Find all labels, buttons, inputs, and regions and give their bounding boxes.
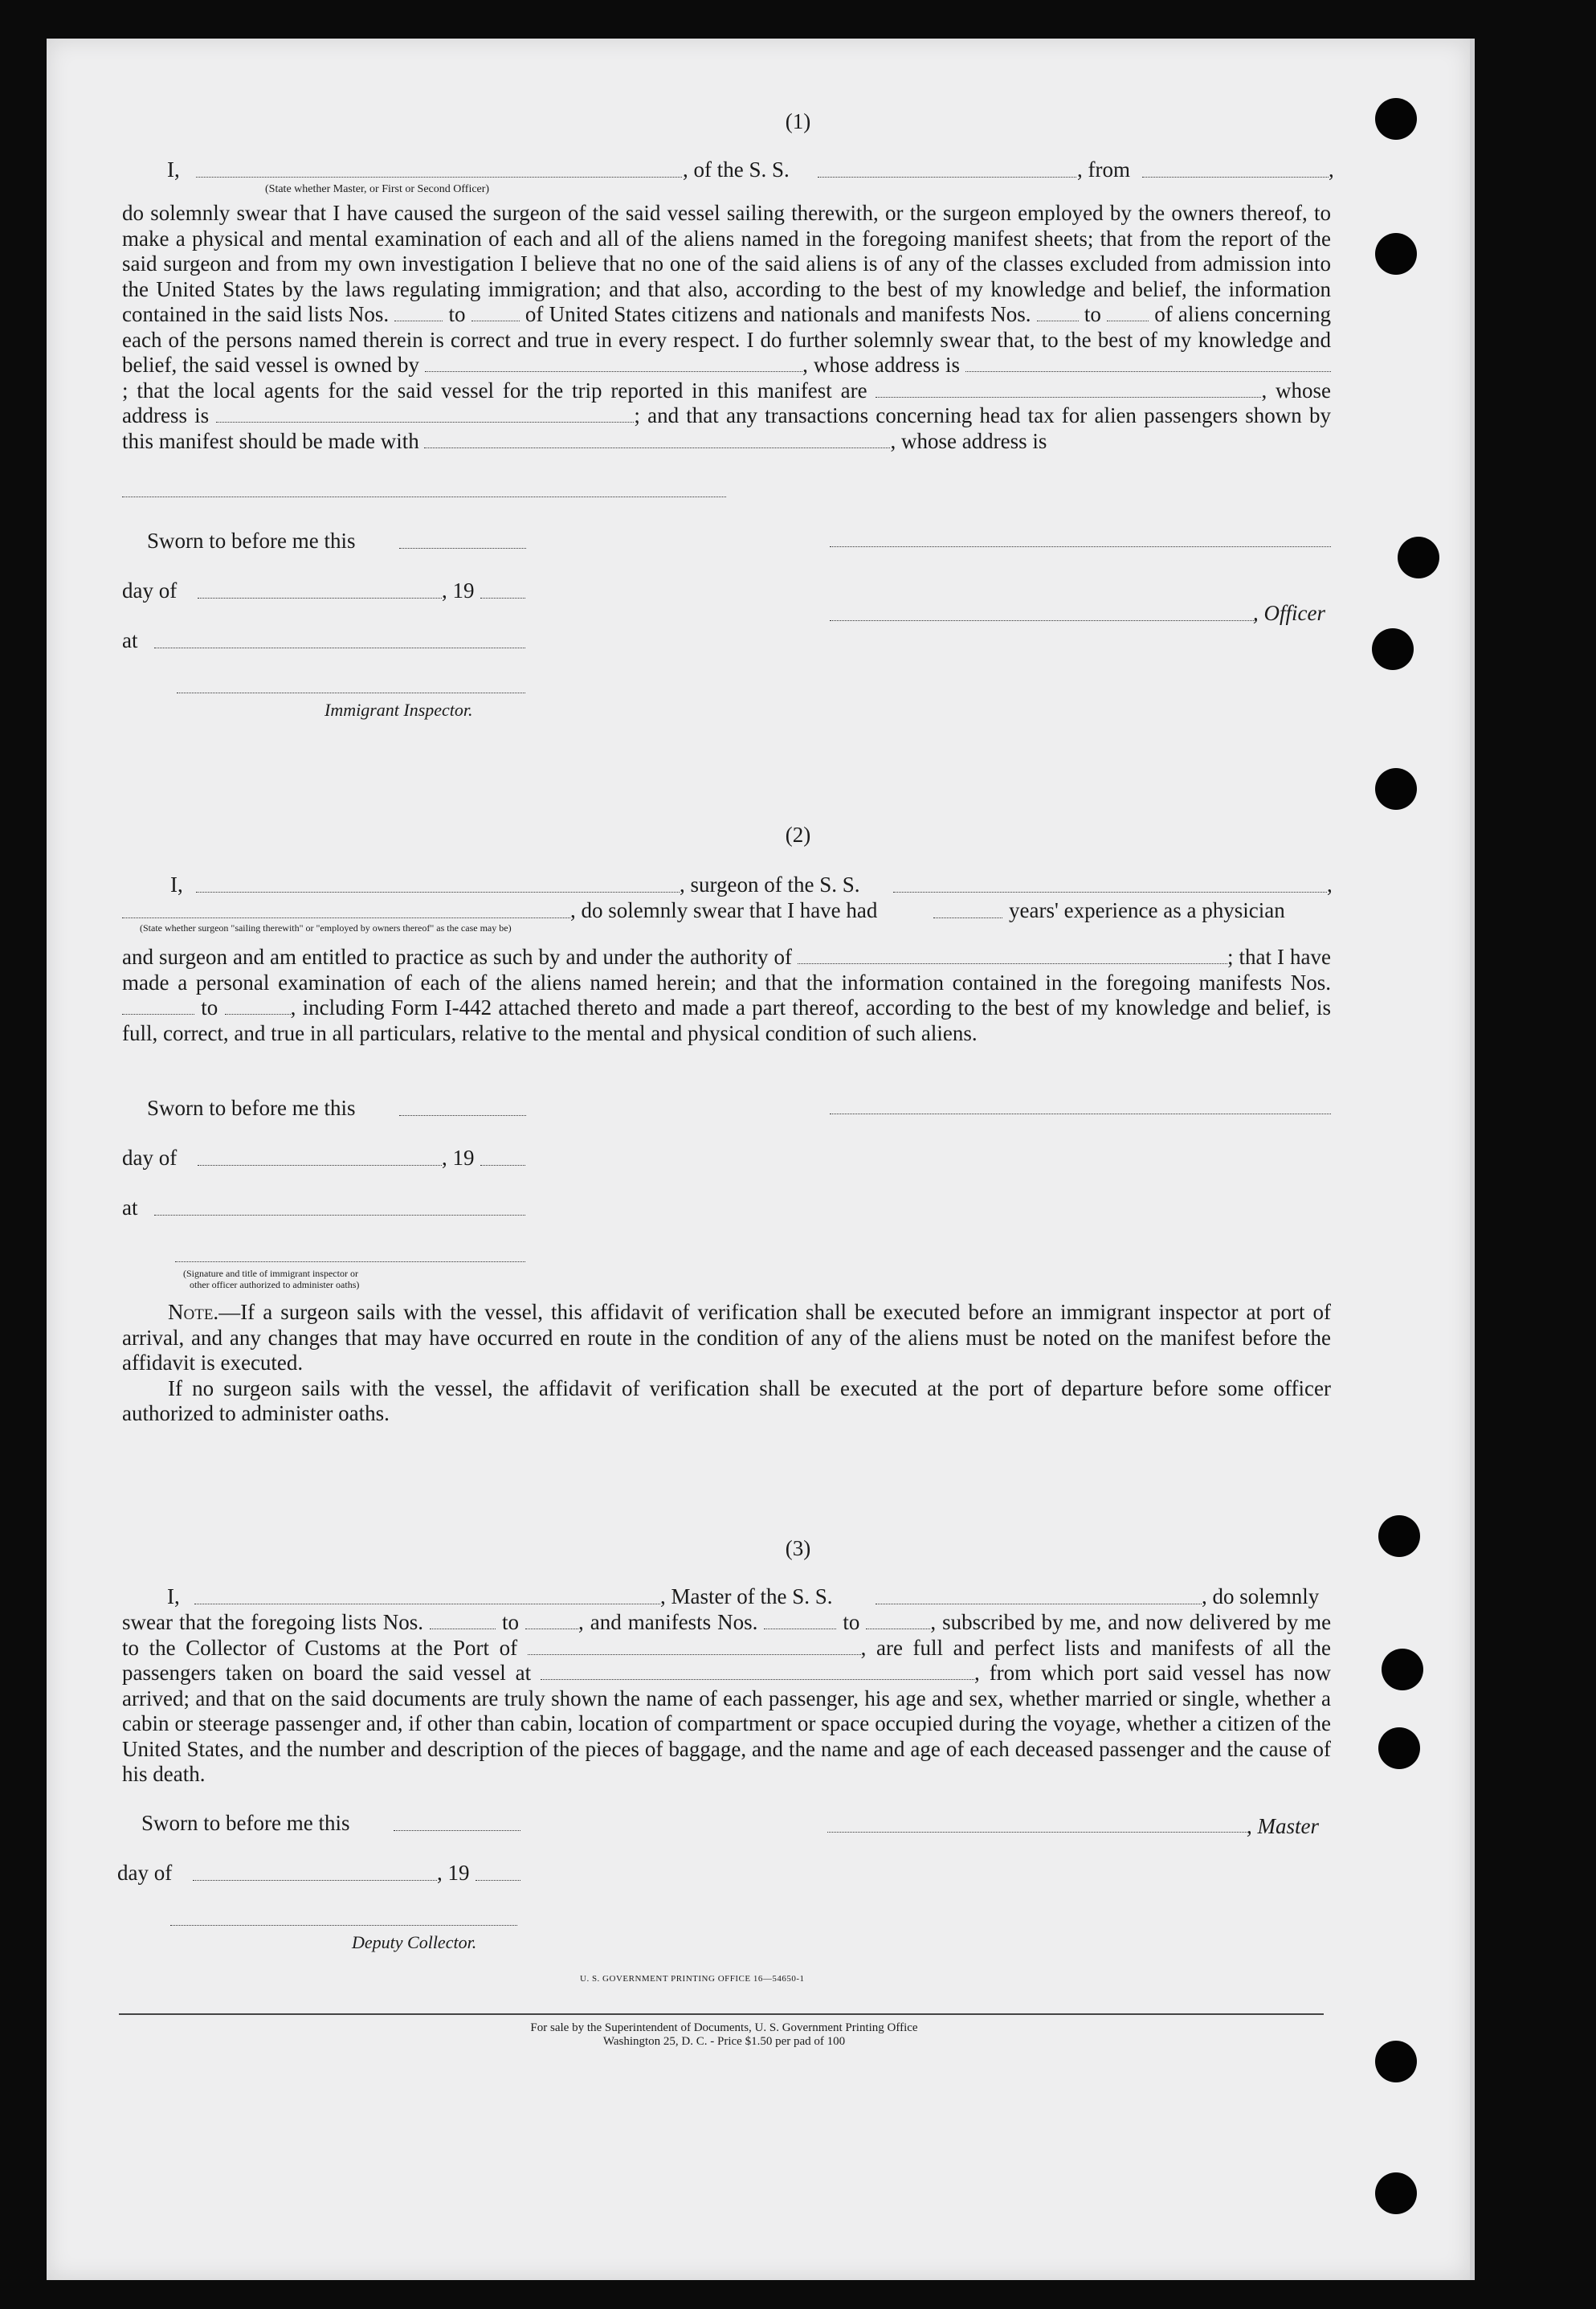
oath-text: ; and that any transactions concerning head tax for alien passengers shown by this manifest should be made with	[122, 403, 1332, 453]
to-label: to	[201, 995, 218, 1020]
oath-text: , whose address is	[802, 353, 960, 377]
agents-field[interactable]	[876, 381, 1261, 398]
customs-port-field[interactable]	[528, 1638, 861, 1655]
officer-signature-field[interactable]	[830, 620, 1255, 621]
section2-body	[122, 945, 1331, 1046]
at-label: at	[122, 1195, 138, 1220]
sworn-label: Sworn to before me this	[141, 1811, 350, 1835]
oath-text: swear that the foregoing lists Nos.	[122, 1610, 424, 1634]
head-tax-contact-field[interactable]	[424, 431, 890, 448]
sale-notice: For sale by the Superintendent of Documents, U. S. Government Printing Office	[530, 2021, 918, 2034]
sworn-label: Sworn to before me this	[147, 1096, 356, 1120]
note-text: —If a surgeon sails with the vessel, this affidavit of verification shall be executed before an immigrant inspector at port of arrival, and any changes that may have occurred en route in the condition of any of the aliens must be noted on the manifest before the affidavit is executed.	[122, 1300, 1331, 1375]
lists-to-field[interactable]	[525, 1612, 578, 1629]
surgeon-of-label: , surgeon of the S. S.	[680, 873, 860, 897]
binder-hole	[1378, 1727, 1420, 1769]
sworn-date-field[interactable]	[394, 1830, 520, 1831]
manifests-to-field[interactable]	[866, 1612, 930, 1629]
ship-name-field[interactable]	[818, 177, 1076, 178]
to-label: to	[502, 1610, 520, 1634]
master-i-label: I,	[167, 1584, 180, 1608]
note-label: Note.	[168, 1300, 219, 1324]
year-field[interactable]	[480, 1165, 525, 1166]
owner-address-field[interactable]	[965, 355, 1331, 372]
oath-text: , subscribed by me, and now delivered by me to the Collector of Customs at the Port of	[122, 1610, 1332, 1660]
day-of-label: day of	[122, 1146, 178, 1170]
surgeon-name-field[interactable]	[196, 892, 680, 893]
manifests-to-field[interactable]	[1107, 304, 1149, 321]
binder-hole	[1382, 1649, 1423, 1690]
note-text: If no surgeon sails with the vessel, the affidavit of verification shall be executed at the port of departure before some officer authorized to administer oaths.	[122, 1375, 1331, 1425]
punctuation: ,	[1261, 378, 1267, 403]
binder-hole	[1375, 768, 1417, 810]
deputy-caption: Deputy Collector.	[352, 1932, 477, 1952]
section1-heading: (1)	[785, 109, 811, 133]
month-field[interactable]	[198, 598, 442, 599]
ship-label: , of the S. S.	[683, 157, 790, 182]
surgeon-i-label: I,	[170, 873, 183, 897]
to-label: to	[1084, 302, 1101, 326]
signature-note: other officer authorized to administer oaths)	[190, 1279, 360, 1290]
at-label: at	[122, 628, 138, 652]
signature-note: (Signature and title of immigrant inspector or	[183, 1268, 358, 1279]
oath-text: and surgeon and am entitled to practice as such by and under the authority of	[122, 945, 792, 969]
to-label: to	[843, 1610, 860, 1634]
owner-field[interactable]	[425, 355, 802, 372]
master-caption: , Master	[1247, 1814, 1319, 1838]
punctuation: ,	[1329, 157, 1334, 182]
oath-text: of United States citizens and nationals and manifests Nos.	[525, 302, 1031, 326]
page-edge	[1470, 39, 1475, 2280]
oath-text: of aliens concerning each of the persons named therein is correct and true in every respect. I do further solemnly swear that, to the best of my knowledge and belief, the said vessel is owned by	[122, 302, 1332, 377]
oath-text: , and manifests Nos.	[578, 1610, 758, 1634]
binder-hole	[1398, 537, 1439, 578]
month-field[interactable]	[193, 1880, 437, 1881]
lists-to-field[interactable]	[471, 304, 520, 321]
year-label: , 19	[442, 1146, 475, 1170]
officer-signature-field[interactable]	[175, 1261, 525, 1262]
officer-name-field[interactable]	[196, 177, 682, 178]
years-label: years' experience as a physician	[1009, 898, 1285, 922]
oath-text: that the local agents for the said vessel for the trip reported in this manifest are	[137, 378, 867, 403]
solemnly-text: , do solemnly	[1202, 1584, 1320, 1608]
month-field[interactable]	[198, 1165, 442, 1166]
from-label: , from	[1077, 157, 1130, 182]
punctuation: ,	[1327, 873, 1333, 897]
sworn-label: Sworn to before me this	[147, 529, 356, 553]
oath-text: , are full and perfect lists and manifests of all the passengers taken on board the said vessel at	[122, 1635, 1331, 1685]
surgeon-note: (State whether surgeon "sailing therewith" or "employed by owners thereof" as the case may be)	[140, 922, 512, 934]
day-of-label: day of	[117, 1861, 173, 1885]
section2-heading: (2)	[785, 823, 811, 847]
master-of-label: , Master of the S. S.	[660, 1584, 833, 1608]
binder-hole	[1375, 2172, 1417, 2214]
manifests-from-field[interactable]	[1037, 304, 1079, 321]
surgeon-status-field[interactable]	[122, 917, 570, 918]
collector-signature-field[interactable]	[170, 1925, 517, 1926]
sworn-date-field[interactable]	[399, 1115, 526, 1116]
punctuation: ;	[122, 378, 129, 403]
note-block	[122, 1300, 1331, 1427]
punctuation: ;	[1227, 945, 1234, 969]
inspector-caption: Immigrant Inspector.	[325, 700, 473, 720]
section3-body	[122, 1610, 1331, 1788]
surgeon-ship-field[interactable]	[893, 892, 1327, 893]
oath-i-label: I,	[167, 157, 180, 182]
years-field[interactable]	[933, 917, 1002, 918]
lists-from-field[interactable]	[430, 1612, 496, 1629]
master-signature-field[interactable]	[827, 1832, 1247, 1833]
section3-heading: (3)	[785, 1536, 811, 1560]
manifests-to-field[interactable]	[225, 998, 291, 1015]
printing-office-imprint: U. S. GOVERNMENT PRINTING OFFICE 16—54650-1	[580, 1974, 805, 1984]
oath-text: do solemnly swear that I have caused the surgeon of the said vessel sailing therewith, or the surgeon employed by the owners thereof, to make a physical and mental examination of each and all of the aliens named in the foregoing manifest sheets; that from the report of the said surgeon and from my own investigation I believe that no one of the said aliens is of any of the classes excluded from admission into the United States by the laws regulating immigration; and that also, according to the best of my knowledge and belief, the information contained in the said lists Nos.	[122, 201, 1331, 326]
agents-address-field[interactable]	[216, 406, 634, 423]
section1-body	[122, 201, 1331, 454]
oath-text: , including Form I-442 attached thereto and made a part thereof, according to the best of my knowledge and belief, is full, correct, and true in all particulars, relative to the mental and physical condition of such aliens.	[122, 995, 1331, 1045]
oath-text: , from which port said vessel has now arrived; and that on the said documents are truly shown the name of each passenger, his age and sex, whether married or single, whether a cabin or steerage passenger and, if other than cabin, location of compartment or space occupied during the voyage, whether a citizen of the United States, and the number and description of the pieces of baggage, and the name and age of each deceased passenger and the cause of his death.	[122, 1661, 1332, 1786]
manifests-from-field[interactable]	[122, 998, 194, 1015]
day-of-label: day of	[122, 578, 178, 603]
officer-caption: , Officer	[1253, 601, 1325, 625]
binder-hole	[1372, 628, 1414, 670]
manifests-from-field[interactable]	[764, 1612, 836, 1629]
year-label: , 19	[442, 578, 475, 603]
to-label: to	[448, 302, 466, 326]
lists-from-field[interactable]	[394, 304, 443, 321]
year-label: , 19	[437, 1861, 470, 1885]
surgeon-swear-text: , do solemnly swear that I have had	[570, 898, 878, 922]
footer-rule	[119, 2013, 1324, 2015]
sale-notice: Washington 25, D. C. - Price $1.50 per pad of 100	[602, 2035, 846, 2048]
sworn-date-field[interactable]	[399, 548, 526, 549]
master-note: (State whether Master, or First or Second Officer)	[265, 183, 490, 195]
officer-signature-line[interactable]	[830, 546, 1331, 547]
departure-port-field[interactable]	[1142, 177, 1329, 178]
place-field[interactable]	[154, 1215, 525, 1216]
authority-field[interactable]	[798, 947, 1227, 964]
binder-hole	[1375, 233, 1417, 275]
year-field[interactable]	[476, 1880, 520, 1881]
oath-text: whose address is	[122, 378, 1332, 427]
oath-text: that I have made a personal examination of each of the aliens named herein; and that the information contained in the foregoing manifests Nos.	[122, 945, 1331, 995]
boarding-port-field[interactable]	[541, 1663, 974, 1680]
oath-text: , whose address is	[890, 428, 1047, 453]
year-field[interactable]	[480, 598, 525, 599]
